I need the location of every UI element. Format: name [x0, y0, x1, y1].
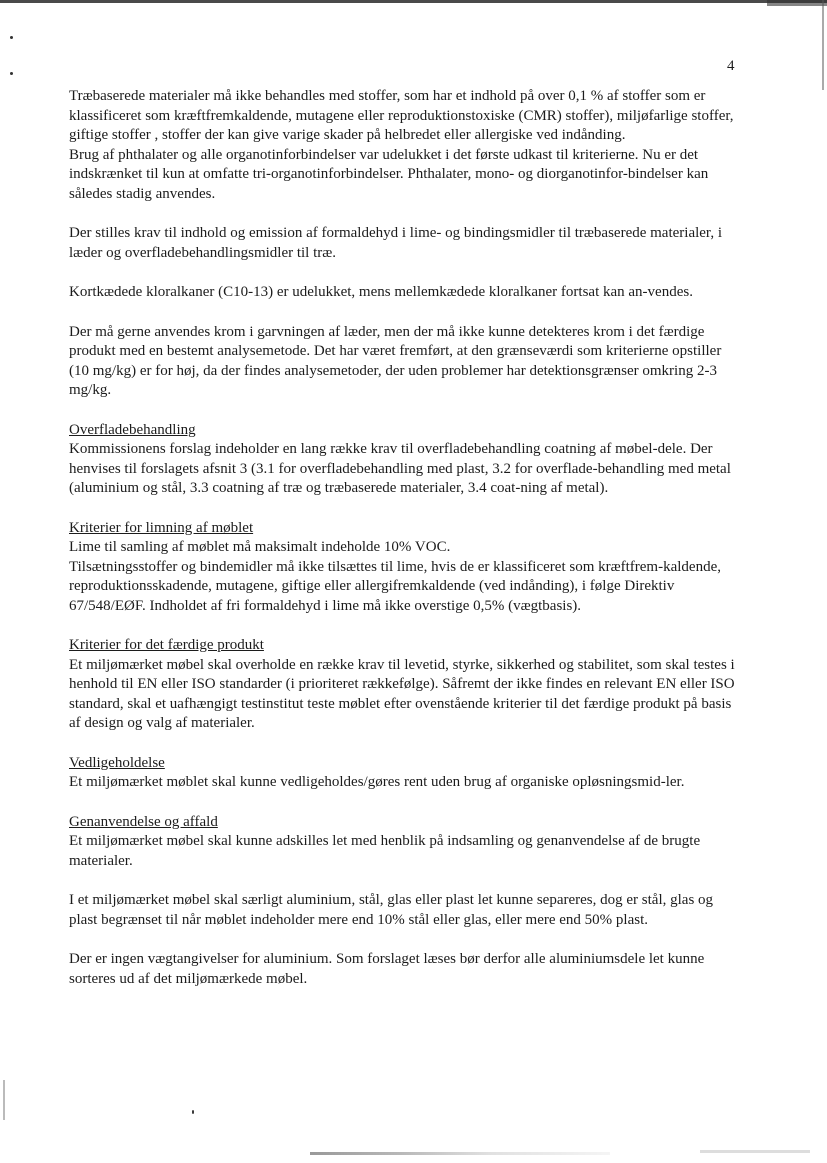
scan-edge-right — [822, 0, 824, 90]
scan-edge-bottom-right — [700, 1150, 810, 1153]
paragraph: Der må gerne anvendes krom i garvningen af læder, men der må ikke kunne detekteres krom i det færdige produkt med en bestemt analysemetode. Det har været fremført, at den grænseværdi som kriterierne opstiller (10 mg/kg) er for høj, da der findes analysemetoder, der uden problemer har detektionsgrænser omkring 2-3 mg/kg. — [69, 323, 722, 398]
scan-edge-left — [3, 1080, 5, 1120]
scan-edge-top — [0, 0, 827, 3]
paragraph: Kommissionens forslag indeholder en lang række krav til overfladebehandling coatning af møbel-dele. Der henvises til forslagets afsnit 3 (3.1 for overfladebehandling med plast, 3.2 for overflade-behandling med metal (aluminium og stål, 3.3 coatning af træ og træbaserede materialer, 3.4 coat-ning af metal). — [69, 441, 731, 496]
scan-speck — [192, 1110, 194, 1114]
paragraph: Der stilles krav til indhold og emission af formaldehyd i lime- og bindingsmidler til træbaserede materialer, i læder og overfladebehandlingsmidler til træ. — [69, 225, 722, 261]
paragraph: Et miljømærket møbel skal kunne adskilles let med henblik på indsamling og genanvendelse af de brugte materialer. — [69, 833, 701, 869]
paragraph: Lime til samling af møblet må maksimalt indeholde 10% VOC. — [69, 539, 451, 555]
section-heading-vedligeholdelse: Vedligeholdelse — [69, 754, 165, 771]
paragraph: Et miljømærket møbel skal overholde en række krav til levetid, styrke, sikkerhed og stabilitet, som skal testes i henhold til EN eller ISO standarder (i prioriteret rækkefølge). Såfremt der ikke findes en relevant EN eller ISO standard, skal et uafhængigt testinstitut teste møblet efter ovenstående kriterier til det færdige produkt på basis af design og valg af materialer. — [69, 656, 735, 731]
section-heading-genanvendelse: Genanvendelse og affald — [69, 813, 218, 830]
scan-speck — [10, 36, 13, 39]
paragraph: Brug af phthalater og alle organotinforbindelser var udelukket i det første udkast til kriterierne. Nu er det indskrænket til kun at omfatte tri-organotinforbindelser. Phthalater, mono- og diorganotinfor-bindelser kan således stadig anvendes. — [69, 146, 709, 202]
scan-speck — [10, 72, 13, 75]
document-body — [69, 87, 741, 989]
paragraph: Tilsætningsstoffer og bindemidler må ikke tilsættes til lime, hvis de er klassificeret som kræftfrem-kaldende, reproduktionsskadende, mutagene, giftige eller allergifremkaldende (ved indånding), i følge Direktiv 67/548/EØF. Indholdet af fri formaldehyd i lime må ikke overstige 0,5% (vægtbasis). — [69, 558, 721, 614]
page-number: 4 — [727, 58, 735, 74]
scan-edge-bottom — [310, 1152, 610, 1155]
section-heading-limning: Kriterier for limning af møblet — [69, 519, 254, 536]
paragraph: Træbaserede materialer må ikke behandles med stoffer, som har et indhold på over 0,1 % af stoffer som er klassificeret som kræftfremkaldende, mutagene eller reproduktionstoxiske (CMR) stoffer), miljøfarlige stoffer, giftige stoffer , stoffer der kan give varige skader på helbredet eller allergiske ved indånding. — [69, 88, 734, 143]
section-heading-faerdige-produkt: Kriterier for det færdige produkt — [69, 637, 264, 653]
paragraph: Et miljømærket møblet skal kunne vedligeholdes/gøres rent uden brug af organiske opløsningsmid-ler. — [69, 774, 685, 790]
paragraph: I et miljømærket møbel skal særligt aluminium, stål, glas eller plast let kunne separeres, dog er stål, glas og plast begrænset til når møblet indeholder mere end 10% stål eller glas, eller mere end 50% plast. — [69, 892, 714, 928]
section-heading-overfladebehandling: Overfladebehandling — [69, 421, 196, 438]
paragraph: Kortkædede kloralkaner (C10-13) er udelukket, mens mellemkædede kloralkaner fortsat kan an-vendes. — [69, 284, 693, 300]
scan-edge-top-right — [767, 0, 827, 6]
paragraph: Der er ingen vægtangivelser for aluminium. Som forslaget læses bør derfor alle aluminiumsdele let kunne sorteres ud af det miljømærkede møbel. — [69, 951, 705, 987]
